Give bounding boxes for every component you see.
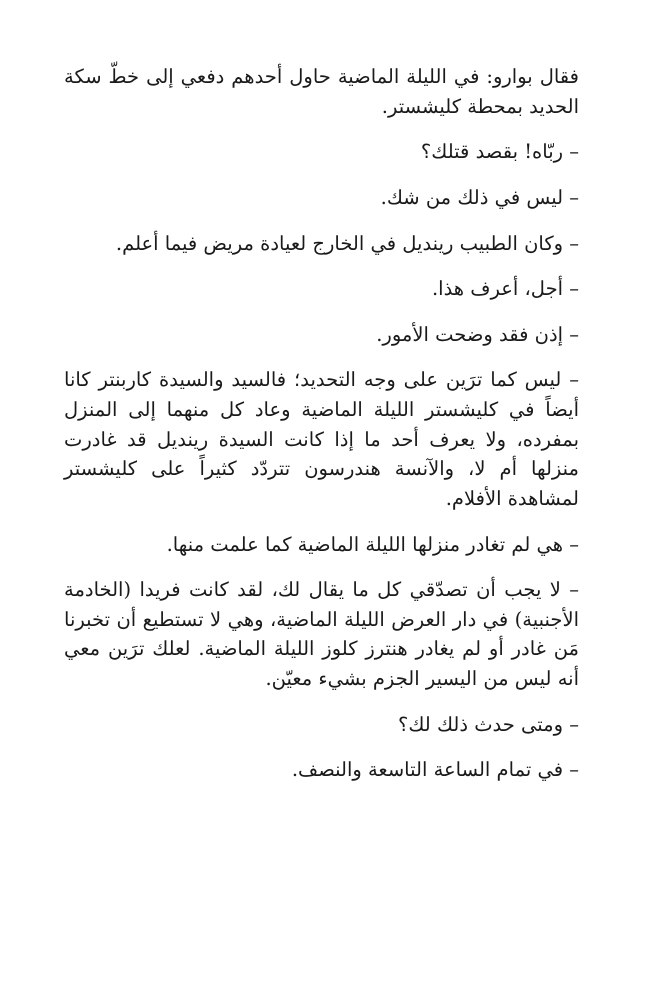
dialogue-line: – إذن فقد وضحت الأمور. [376,322,579,346]
dialogue-line: – ليس في ذلك من شك. [380,185,579,209]
dialogue-line: – لا يجب أن تصدّقي كل ما يقال لك، لقد كانت فريدا (الخادمة الأجنبية) في دار العرض الليلة الماضية، وهي لا تستطيع أن تخبرنا مَن غادر أو لم يغادر هنترز كلوز الليلة الماضية. لعلك ترَين معي أنه ليس من اليسير الجزم بشيء معيّن. [64,578,579,690]
dialogue-line: – هي لم تغادر منزلها الليلة الماضية كما علمت منها. [166,532,579,556]
dialogue-line: – أجل، أعرف هذا. [431,277,579,301]
dialogue-line: – ومتى حدث ذلك لك؟ [398,712,579,736]
dialogue-line: – في تمام الساعة التاسعة والنصف. [291,758,579,782]
narration-paragraph: فقال بوارو: في الليلة الماضية حاول أحدهم دفعي إلى خطّ سكة الحديد بمحطة كليشستر. [64,65,579,118]
dialogue-line: – وكان الطبيب رينديل في الخارج لعيادة مريض فيما أعلم. [115,231,579,255]
dialogue-line: – ليس كما ترَين على وجه التحديد؛ فالسيد والسيدة كاربنتر كانا أيضاً في كليشستر الليلة الماضية وعاد كل منهما إلى المنزل بمفرده، ولا يعرف أحد ما إذا كانت السيدة رينديل قد غادرت منزلها أم لا، والآنسة هندرسون تتردّد كثيراً على كليشستر لمشاهدة الأفلام. [64,368,579,510]
dialogue-line: – ربّاه! بقصد قتلك؟ [420,140,579,164]
